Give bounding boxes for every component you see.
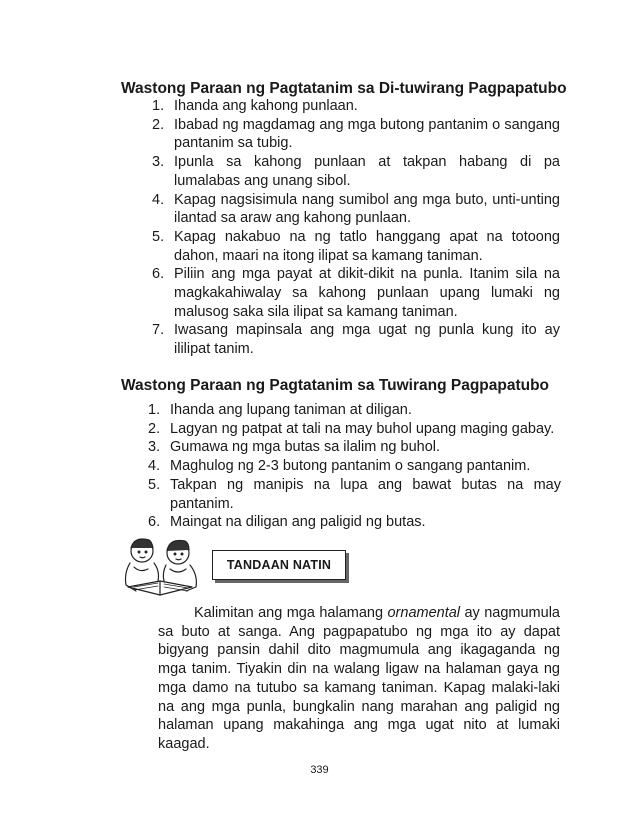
list-item: 1. Ihanda ang kahong punlaan. <box>152 98 358 114</box>
section1-steps <box>152 97 560 359</box>
list-item: 3. Gumawa ng mga butas sa ilalim ng buhol. <box>148 439 441 456</box>
list-item: 4. Maghulog ng 2-3 butong pantanim o sangang pantanim. <box>148 458 531 475</box>
list-item: 6. Piliin ang mga payat at dikit-dikit na punla. Itanim sila na magkakahiwalay sa kahong punlaan upang lumaki ng malusog saka sila ilipat sa kamang taniman. <box>152 266 560 320</box>
list-item: 3. Ipunla sa kahong punlaan at takpan habang di pa lumalabas ang unang sibol. <box>152 154 560 189</box>
section1-title: Wastong Paraan ng Pagtatanim sa Di-tuwirang Pagpapatubo <box>121 80 567 97</box>
note-paragraph: Kalimitan ang mga halamang ornamental ay nagmumula sa buto at sanga. Ang pagpapatubo ng mga ito ay dapat bigyang pansin dahil dito magmumula ang ikagaganda ng mga tanim. Tiyakin din na walang ligaw na halaman gaya ng mga damo na tutubo sa kamang taniman. Kapag malaki-laki na ang mga punla, bungkalin nang marahan ang paligid ng halaman upang makahinga ang mga ugat nito at lumaki kaagad. <box>158 605 560 752</box>
list-item: 5. Takpan ng manipis na lupa ang bawat butas na may pantanim. <box>148 476 561 512</box>
list-item: 2. Ibabad ng magdamag ang mga butong pantanim o sangang pantanim sa tubig. <box>152 116 560 152</box>
list-item: 7. Iwasang mapinsala ang mga ugat ng punla kung ito ay ililipat tanim. <box>152 322 560 358</box>
section2-title: Wastong Paraan ng Pagtatanim sa Tuwirang Pagpapatubo <box>121 377 550 394</box>
list-item: 1. Ihanda ang lupang taniman at diligan. <box>148 402 412 418</box>
page-number: 339 <box>310 764 329 776</box>
section2-steps <box>148 401 561 532</box>
list-item: 5. Kapag nakabuo na ng tatlo hanggang apat na totoong dahon, maari na itong ilipat sa kamang taniman. <box>152 228 560 264</box>
tandaan-natin-banner: TANDAAN NATIN <box>212 550 346 580</box>
list-item: 4. Kapag nagsisimula nang sumibol ang mga buto, unti-unting ilantad sa araw ang kahong punlaan. <box>152 191 560 227</box>
tandaan-natin-header <box>120 533 360 603</box>
list-item: 6. Maingat na diligan ang paligid ng butas. <box>148 514 426 531</box>
reading-children-illustration <box>120 533 205 601</box>
list-item: 2. Lagyan ng patpat at tali na may buhol upang maging gabay. <box>148 420 555 437</box>
